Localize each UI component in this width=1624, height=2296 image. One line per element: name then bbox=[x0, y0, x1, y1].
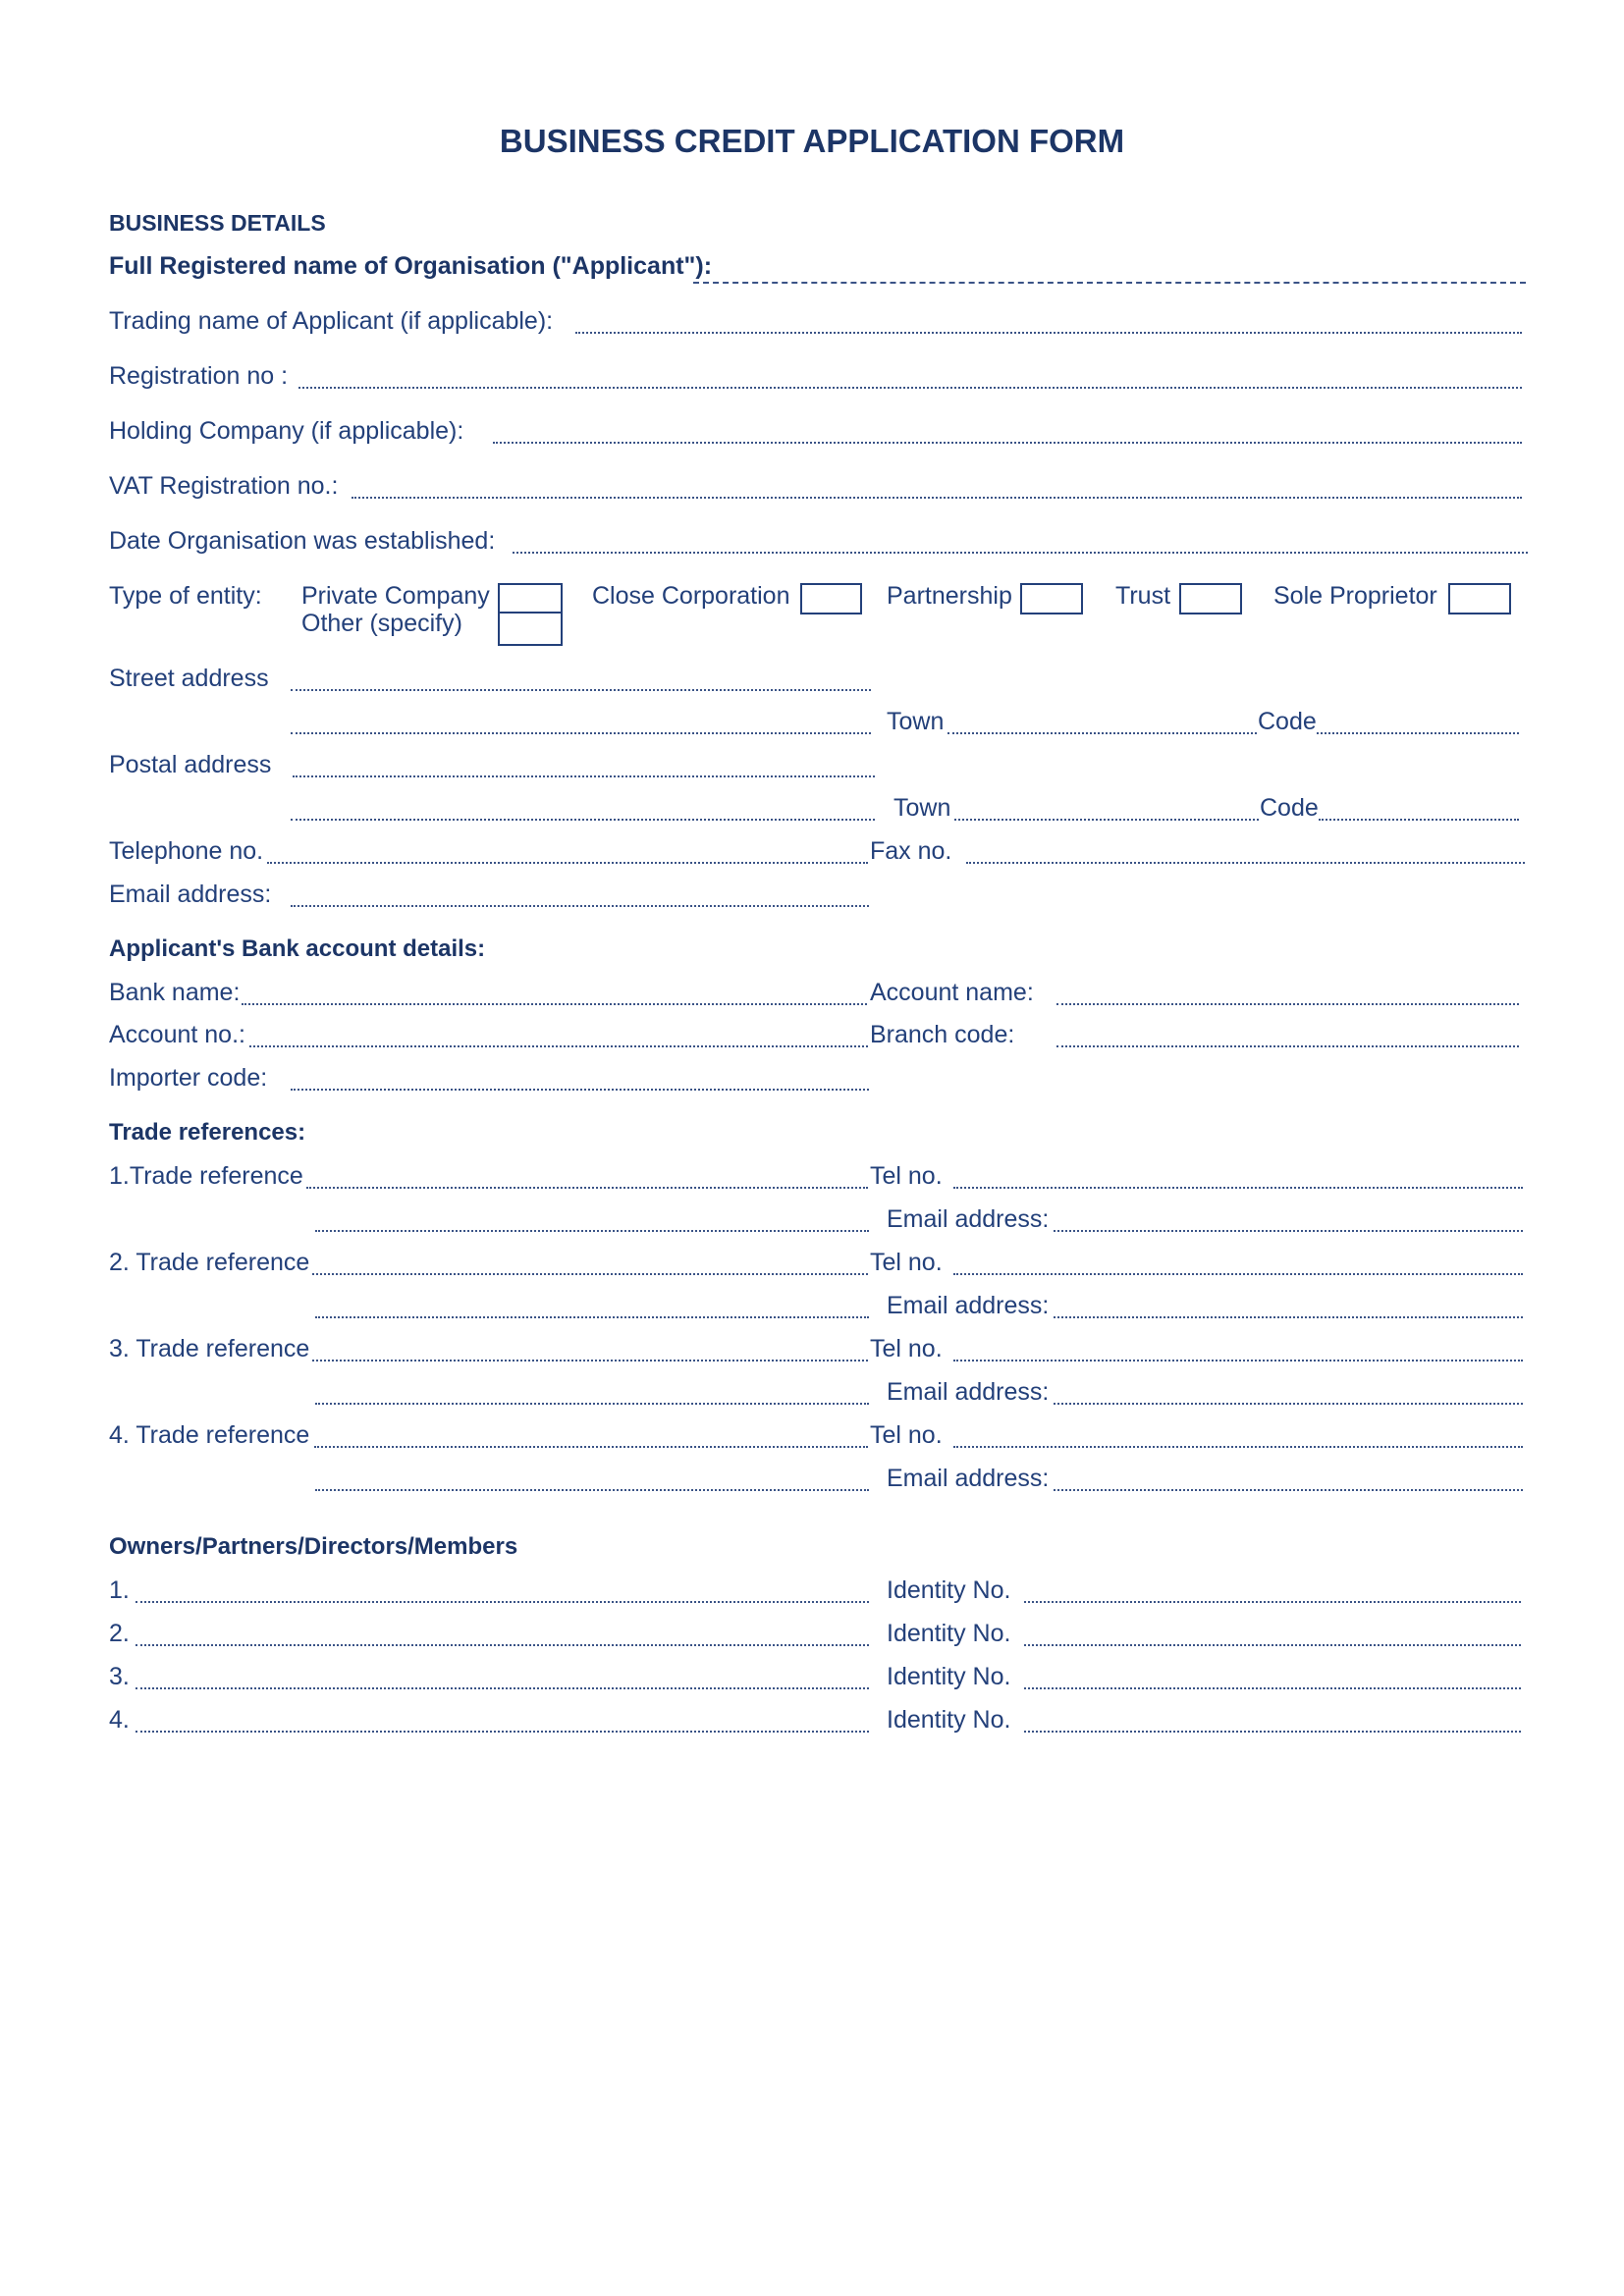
street-town-label: Town bbox=[887, 708, 945, 735]
trade-email-label-4: Email address: bbox=[887, 1465, 1050, 1492]
vat-registration-label: VAT Registration no.: bbox=[109, 472, 339, 500]
trade-reference-extra-field-3[interactable] bbox=[315, 1403, 869, 1405]
postal-address-field-2[interactable] bbox=[291, 819, 875, 821]
owner-identity-label-1: Identity No. bbox=[887, 1576, 1011, 1604]
sole-proprietor-label: Sole Proprietor bbox=[1273, 582, 1437, 610]
trade-tel-field-2[interactable] bbox=[953, 1273, 1523, 1275]
sole-proprietor-checkbox[interactable] bbox=[1448, 583, 1511, 614]
postal-code-label: Code bbox=[1260, 794, 1319, 822]
owner-identity-label-2: Identity No. bbox=[887, 1620, 1011, 1647]
postal-address-field-1[interactable] bbox=[293, 775, 875, 777]
trading-name-field[interactable] bbox=[575, 332, 1522, 334]
telephone-label: Telephone no. bbox=[109, 837, 264, 865]
owner-number-1: 1. bbox=[109, 1576, 130, 1604]
trade-reference-extra-field-4[interactable] bbox=[315, 1489, 869, 1491]
vat-registration-field[interactable] bbox=[352, 497, 1522, 499]
trade-reference-label-1: 1.Trade reference bbox=[109, 1162, 303, 1190]
owner-name-field-2[interactable] bbox=[135, 1644, 869, 1646]
bank-name-field[interactable] bbox=[242, 1003, 867, 1005]
importer-code-field[interactable] bbox=[291, 1089, 869, 1091]
trade-tel-field-3[interactable] bbox=[953, 1360, 1523, 1362]
owner-name-field-3[interactable] bbox=[135, 1687, 869, 1689]
owner-identity-field-4[interactable] bbox=[1024, 1731, 1521, 1733]
trade-reference-field-2[interactable] bbox=[312, 1273, 868, 1275]
street-address-field-1[interactable] bbox=[291, 689, 871, 691]
trust-label: Trust bbox=[1115, 582, 1171, 610]
branch-code-label: Branch code: bbox=[870, 1021, 1015, 1048]
owner-number-2: 2. bbox=[109, 1620, 130, 1647]
trade-email-field-1[interactable] bbox=[1054, 1230, 1523, 1232]
trade-tel-label-2: Tel no. bbox=[870, 1249, 943, 1276]
account-name-label: Account name: bbox=[870, 979, 1034, 1006]
trade-tel-label-1: Tel no. bbox=[870, 1162, 943, 1190]
street-address-label: Street address bbox=[109, 665, 269, 692]
owner-identity-field-2[interactable] bbox=[1024, 1644, 1521, 1646]
trade-email-label-2: Email address: bbox=[887, 1292, 1050, 1319]
importer-code-label: Importer code: bbox=[109, 1064, 268, 1092]
trade-tel-field-1[interactable] bbox=[953, 1187, 1523, 1189]
fax-label: Fax no. bbox=[870, 837, 952, 865]
account-name-field[interactable] bbox=[1056, 1003, 1519, 1005]
owner-number-3: 3. bbox=[109, 1663, 130, 1690]
bank-name-label: Bank name: bbox=[109, 979, 241, 1006]
owner-identity-field-1[interactable] bbox=[1024, 1601, 1521, 1603]
close-corporation-label: Close Corporation bbox=[592, 582, 790, 610]
date-established-field[interactable] bbox=[513, 552, 1528, 554]
trade-references-heading: Trade references: bbox=[109, 1119, 306, 1146]
fax-field[interactable] bbox=[966, 862, 1525, 864]
trade-reference-field-1[interactable] bbox=[306, 1187, 868, 1189]
trust-checkbox[interactable] bbox=[1179, 583, 1242, 614]
trade-reference-label-3: 3. Trade reference bbox=[109, 1335, 310, 1362]
trade-email-label-1: Email address: bbox=[887, 1205, 1050, 1233]
partnership-label: Partnership bbox=[887, 582, 1012, 610]
other-specify-checkbox[interactable] bbox=[498, 612, 563, 646]
street-code-label: Code bbox=[1258, 708, 1317, 735]
entity-type-label: Type of entity: bbox=[109, 582, 262, 610]
trade-reference-label-2: 2. Trade reference bbox=[109, 1249, 310, 1276]
email-address-label: Email address: bbox=[109, 881, 272, 908]
trade-email-field-2[interactable] bbox=[1054, 1316, 1523, 1318]
postal-address-label: Postal address bbox=[109, 751, 272, 778]
street-town-field[interactable] bbox=[947, 732, 1257, 734]
holding-company-field[interactable] bbox=[493, 442, 1522, 444]
holding-company-label: Holding Company (if applicable): bbox=[109, 417, 464, 445]
date-established-label: Date Organisation was established: bbox=[109, 527, 496, 555]
trade-tel-label-3: Tel no. bbox=[870, 1335, 943, 1362]
form-title: BUSINESS CREDIT APPLICATION FORM bbox=[499, 123, 1125, 159]
full-registered-name-label: Full Registered name of Organisation ("Applicant"): bbox=[109, 252, 713, 280]
business-details-heading: BUSINESS DETAILS bbox=[109, 210, 326, 236]
partnership-checkbox[interactable] bbox=[1020, 583, 1083, 614]
postal-town-label: Town bbox=[893, 794, 951, 822]
private-company-checkbox[interactable] bbox=[498, 583, 563, 614]
other-specify-label: Other (specify) bbox=[301, 610, 462, 637]
email-address-field[interactable] bbox=[291, 905, 869, 907]
owner-identity-label-4: Identity No. bbox=[887, 1706, 1011, 1734]
account-no-field[interactable] bbox=[249, 1045, 868, 1047]
trade-email-field-4[interactable] bbox=[1054, 1489, 1523, 1491]
owners-heading: Owners/Partners/Directors/Members bbox=[109, 1533, 518, 1560]
postal-code-field[interactable] bbox=[1319, 819, 1519, 821]
bank-details-heading: Applicant's Bank account details: bbox=[109, 935, 486, 962]
trade-reference-extra-field-1[interactable] bbox=[315, 1230, 869, 1232]
street-address-field-2[interactable] bbox=[291, 732, 871, 734]
street-code-field[interactable] bbox=[1317, 732, 1519, 734]
trade-reference-extra-field-2[interactable] bbox=[315, 1316, 869, 1318]
full-registered-name-field[interactable] bbox=[693, 282, 1526, 284]
trade-tel-field-4[interactable] bbox=[953, 1446, 1523, 1448]
account-no-label: Account no.: bbox=[109, 1021, 245, 1048]
trade-email-field-3[interactable] bbox=[1054, 1403, 1523, 1405]
owner-identity-label-3: Identity No. bbox=[887, 1663, 1011, 1690]
trade-reference-label-4: 4. Trade reference bbox=[109, 1421, 310, 1449]
registration-no-field[interactable] bbox=[298, 387, 1522, 389]
trade-tel-label-4: Tel no. bbox=[870, 1421, 943, 1449]
trade-reference-field-4[interactable] bbox=[314, 1446, 868, 1448]
close-corporation-checkbox[interactable] bbox=[800, 583, 862, 614]
branch-code-field[interactable] bbox=[1056, 1045, 1519, 1047]
registration-no-label: Registration no : bbox=[109, 362, 289, 390]
owner-name-field-1[interactable] bbox=[135, 1601, 869, 1603]
trade-reference-field-3[interactable] bbox=[312, 1360, 868, 1362]
owner-identity-field-3[interactable] bbox=[1024, 1687, 1521, 1689]
trading-name-label: Trading name of Applicant (if applicable): bbox=[109, 307, 554, 335]
trade-email-label-3: Email address: bbox=[887, 1378, 1050, 1406]
owner-name-field-4[interactable] bbox=[135, 1731, 869, 1733]
postal-town-field[interactable] bbox=[954, 819, 1259, 821]
owner-number-4: 4. bbox=[109, 1706, 130, 1734]
telephone-field[interactable] bbox=[267, 862, 868, 864]
private-company-label: Private Company bbox=[301, 582, 490, 610]
